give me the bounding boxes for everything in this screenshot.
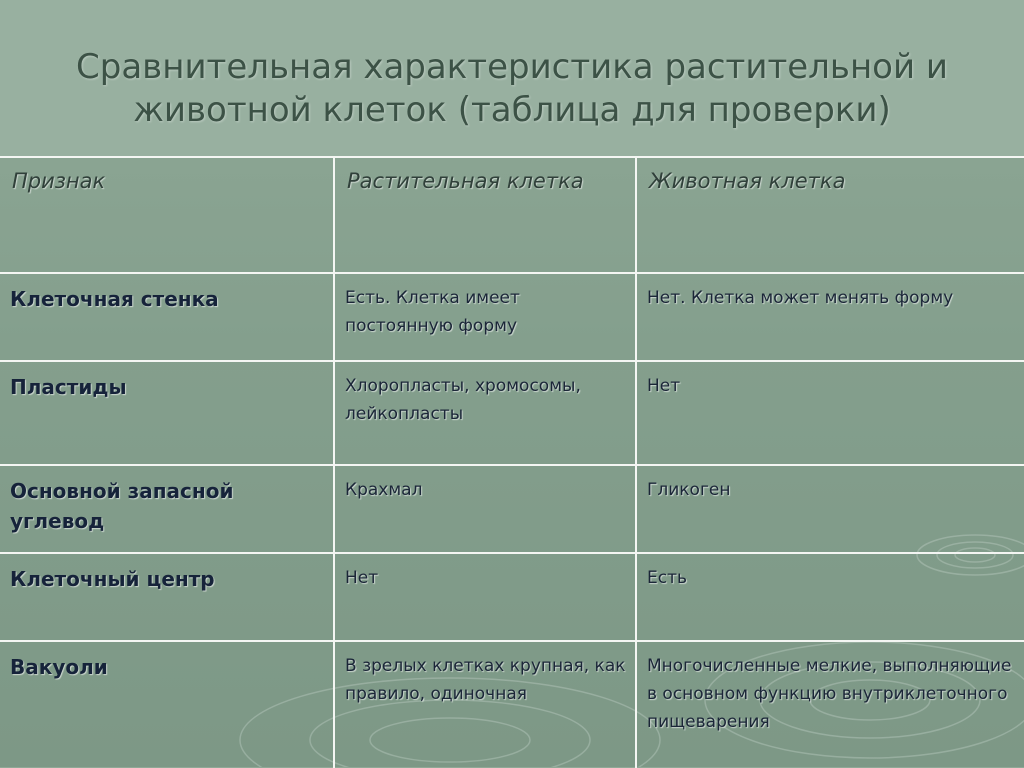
- plant-cell: Крахмал: [334, 465, 636, 553]
- animal-cell: Многочисленные мелкие, выполняющие в основном функцию внутриклеточного пищеварения: [636, 641, 1024, 768]
- feature-cell: Основной запасной углевод: [0, 465, 334, 553]
- plant-cell: Хлоропласты, хромосомы, лейкопласты: [334, 361, 636, 465]
- table-row: [0, 361, 1024, 465]
- slide-title: [0, 46, 1024, 132]
- table-row: [0, 553, 1024, 641]
- animal-cell: Гликоген: [636, 465, 1024, 553]
- header-feature: Признак: [0, 157, 334, 273]
- animal-cell: Нет: [636, 361, 1024, 465]
- feature-cell: Вакуоли: [0, 641, 334, 768]
- slide-title-line-1: Сравнительная характеристика растительной и: [76, 47, 948, 87]
- comparison-table: [0, 156, 1024, 768]
- animal-cell: Есть: [636, 553, 1024, 641]
- plant-cell: Нет: [334, 553, 636, 641]
- header-animal-cell: Животная клетка: [636, 157, 1024, 273]
- table-row: [0, 465, 1024, 553]
- feature-cell: Пластиды: [0, 361, 334, 465]
- table-row: [0, 273, 1024, 361]
- plant-cell: Есть. Клетка имеет постоянную форму: [334, 273, 636, 361]
- table-row: [0, 641, 1024, 768]
- header-plant-cell: Растительная клетка: [334, 157, 636, 273]
- animal-cell: Нет. Клетка может менять форму: [636, 273, 1024, 361]
- slide-title-line-2: животной клеток (таблица для проверки): [133, 90, 891, 130]
- feature-cell: Клеточный центр: [0, 553, 334, 641]
- feature-cell: Клеточная стенка: [0, 273, 334, 361]
- plant-cell: В зрелых клетках крупная, как правило, одиночная: [334, 641, 636, 768]
- table-header-row: [0, 157, 1024, 273]
